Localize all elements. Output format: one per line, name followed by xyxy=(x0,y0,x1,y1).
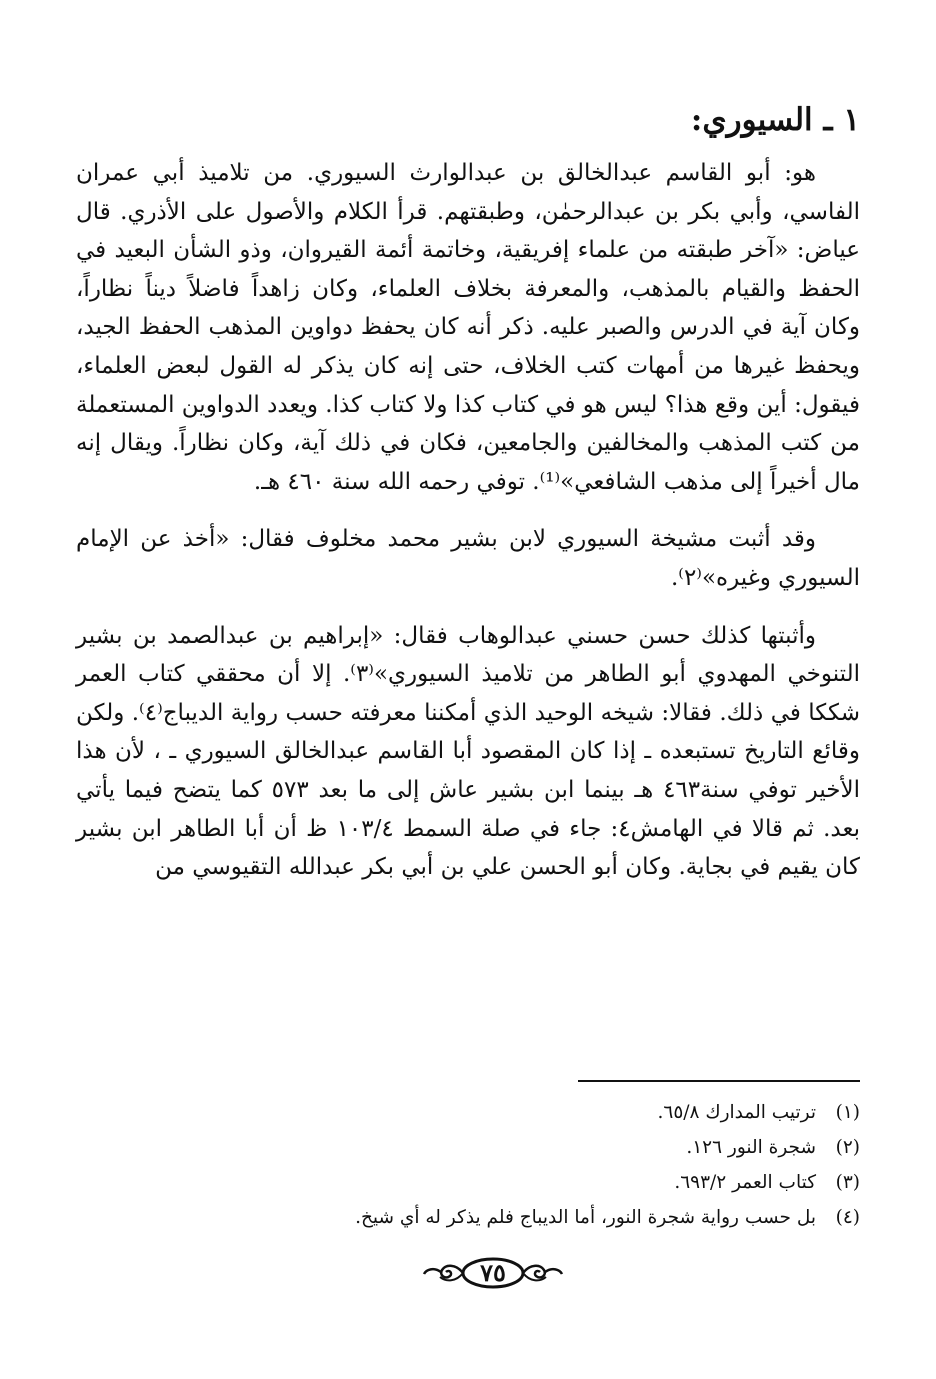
main-text xyxy=(76,154,860,887)
footnote-number: (١) xyxy=(835,1102,860,1123)
paragraph-abdulwahhab: وأثبتها كذلك حسن حسني عبدالوهاب فقال: «إبراهيم بن عبدالصمد بن بشير التنوخي المهدوي أبو الطاهر من تلاميذ السيوري»⁽٣⁾. إلا أن محققي كتاب العمر شككا في ذلك. فقالا: شيخه الوحيد الذي أمكننا معرفته حسب رواية الديباج⁽٤⁾. ولكن وقائع التاريخ تستبعده ـ إذا كان المقصود أبا القاسم عبدالخالق السيوري ـ ، لأن هذا الأخير توفي سنة٤٦٣ هـ بينما ابن بشير عاش إلى ما بعد ٥٧٣ كما يتضح فيما يأتي بعد. ثم قالا في الهامش٤: جاء في صلة السمط ١٠٣/٤ ظ أن أبا الطاهر ابن بشير كان يقيم في بجاية. وكان أبو الحسن علي بن أبي بكر عبدالله التقيوسي من xyxy=(76,622,860,881)
footnotes-list xyxy=(76,1095,860,1235)
footnote-text: ترتيب المدارك ٦٥/٨. xyxy=(657,1102,816,1123)
footnote-divider xyxy=(578,1080,860,1082)
footnote-item xyxy=(76,1165,860,1200)
footnote-item xyxy=(76,1130,860,1165)
footnote-number: (٣) xyxy=(835,1172,860,1193)
footnote-text: شجرة النور ١٢٦. xyxy=(686,1137,816,1158)
paragraph-biography: هو: أبو القاسم عبدالخالق بن عبدالوارث السيوري. من تلاميذ أبي عمران الفاسي، وأبي بكر بن عبدالرحمٰن، وطبقتهم. قرأ الكلام والأصول على الأذري. قال عياض: «آخر طبقته من علماء إفريقية، وخاتمة أئمة القيروان، وذو الشأن البعيد في الحفظ والقيام بالمذهب، والمعرفة بخلاف العلماء، وكان زاهداً فاضلاً ديناً نظاراً، وكان آية في الدرس والصبر عليه. ذكر أنه كان يحفظ دواوين المذهب الحفظ الجيد، ويحفظ غيرها من أمهات كتب الخلاف، حتى إنه كان يذكر له القول لبعض العلماء، فيقول: أين وقع هذا؟ ليس هو في كتاب كذا ولا كتاب كذا. ويعدد الدواوين المستعملة من كتب المذهب والمخالفين والجامعين، فكان في ذلك آية، وكان نظاراً. ويقال إنه مال أخيراً إلى مذهب الشافعي»⁽¹⁾. توفي رحمه الله سنة ٤٦٠ هـ. xyxy=(75,160,860,495)
page-number: ٧٥ xyxy=(480,1258,506,1287)
paragraph-makhluf: وقد أثبت مشيخة السيوري لابن بشير محمد مخلوف فقال: «أخذ عن الإمام السيوري وغيره»⁽٢⁾. xyxy=(76,526,860,591)
footnote-text: كتاب العمر ٦٩٣/٢. xyxy=(674,1172,816,1193)
footnote-number: (٢) xyxy=(835,1137,860,1158)
footnote-item xyxy=(76,1095,860,1130)
footnote-text: بل حسب رواية شجرة النور، أما الديباج فلم يذكر له أي شيخ. xyxy=(355,1207,816,1228)
page-number-ornament xyxy=(418,1256,568,1290)
footnote-number: (٤) xyxy=(835,1207,860,1228)
footnote-item xyxy=(76,1200,860,1235)
section-heading: ١ ـ السيوري: xyxy=(690,102,860,138)
